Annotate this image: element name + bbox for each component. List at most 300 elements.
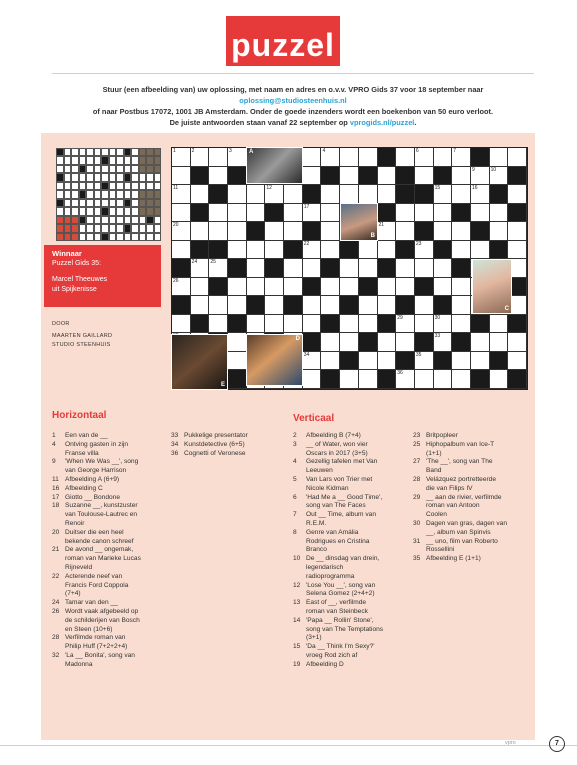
mini-cell [79,190,87,198]
mini-cell [71,199,79,207]
black-cell [415,278,434,297]
answer-cell[interactable] [247,185,266,204]
mini-cell [124,173,132,181]
cell-number: 35 [415,351,422,358]
clue-number: 4 [293,458,297,466]
mini-cell [124,224,132,232]
mini-cell [131,182,139,190]
cell-number: 15 [434,185,441,192]
answer-cell[interactable] [303,352,322,371]
answer-cell[interactable] [209,204,228,223]
mini-cell [146,182,154,190]
black-cell [340,296,359,315]
answer-cell[interactable] [396,259,415,278]
clue [293,494,411,512]
black-cell [452,259,471,278]
instructions-line3: De juiste antwoorden staan vanaf 22 september op [169,118,350,127]
answer-cell[interactable] [172,185,191,204]
cell-number: 20 [173,222,179,229]
answer-cell[interactable] [284,259,303,278]
answer-cell[interactable] [508,148,527,167]
clue-number: 30 [413,519,421,527]
mini-cell [116,148,124,156]
mini-cell [154,216,162,224]
answer-cell[interactable] [471,204,490,223]
clue-text: Gezellig tafelen met Van Leeuwen [306,458,378,475]
mini-cell [86,190,94,198]
mini-cell [131,233,139,241]
answer-cell[interactable] [452,148,471,167]
mini-cell [56,224,64,232]
clue-text: Ontving gasten in zijn Franse villa [65,440,129,457]
black-cell [508,167,527,186]
answer-cell[interactable] [284,315,303,334]
black-cell [378,204,397,223]
mini-cell [109,224,117,232]
answer-cell[interactable] [172,167,191,186]
answer-cell[interactable] [191,148,210,167]
cell-number: 24 [191,259,198,266]
mini-cell [109,190,117,198]
clue [413,432,531,441]
answer-cell[interactable] [359,185,378,204]
answer-cell[interactable] [434,278,453,297]
mini-cell [64,190,72,198]
answer-cell[interactable] [471,185,490,204]
black-cell [378,370,397,389]
black-cell [471,148,490,167]
mini-cell [124,148,132,156]
winner-name: Marcel Theeuwes [52,276,108,283]
answer-cell[interactable] [415,204,434,223]
answer-cell[interactable] [396,204,415,223]
answer-cell[interactable] [359,315,378,334]
clue-number: 29 [413,493,421,501]
answer-cell[interactable] [340,278,359,297]
answers-link[interactable]: vprogids.nl/puzzel [349,118,415,127]
mini-cell [131,156,139,164]
answer-cell[interactable] [191,222,210,241]
answer-cell[interactable] [228,148,247,167]
answer-cell[interactable] [172,315,191,334]
black-cell [490,185,509,204]
clue [52,608,170,634]
answer-cell[interactable] [490,222,509,241]
answer-cell[interactable] [303,315,322,334]
mini-cell [71,156,79,164]
answer-cell[interactable] [265,296,284,315]
answer-cell[interactable] [434,315,453,334]
mini-cell [79,216,87,224]
answer-cell[interactable] [452,315,471,334]
answer-cell[interactable] [265,315,284,334]
black-cell [508,370,527,389]
cell-number: 25 [210,259,216,266]
mini-cell [124,233,132,241]
answer-cell[interactable] [434,204,453,223]
clue [293,529,411,555]
answer-cell[interactable] [321,185,340,204]
clue-number: 35 [413,555,421,563]
answer-cell[interactable] [265,222,284,241]
answer-cell[interactable] [471,241,490,260]
mini-cell [56,173,64,181]
mini-cell [56,156,64,164]
cell-number: 11 [173,185,179,192]
answer-cell[interactable] [434,370,453,389]
mini-cell [146,216,154,224]
photo-label-d: D [295,336,300,342]
clue-text: Tamar van den __ [65,599,118,607]
answer-cell[interactable] [452,370,471,389]
mini-cell [109,165,117,173]
answer-cell[interactable] [228,241,247,260]
clue-number: 19 [293,660,301,668]
answer-cell[interactable] [359,259,378,278]
answer-cell[interactable] [359,241,378,260]
answer-cell[interactable] [415,296,434,315]
mini-cell [71,182,79,190]
answer-cell[interactable] [321,333,340,352]
answer-cell[interactable] [359,370,378,389]
answer-cell[interactable] [191,296,210,315]
mini-cell [86,199,94,207]
page-number: 7 [549,736,565,752]
black-cell [209,278,228,297]
answer-cell[interactable] [508,222,527,241]
answer-cell[interactable] [209,167,228,186]
answer-cell[interactable] [508,333,527,352]
answer-cell[interactable] [209,259,228,278]
clue [52,485,170,494]
answer-cell[interactable] [340,167,359,186]
mini-cell [56,148,64,156]
mini-cell [146,233,154,241]
clue [293,432,411,441]
clue-number: 15 [293,643,301,651]
mini-cell [101,148,109,156]
clue [52,652,170,670]
answer-cell[interactable] [303,259,322,278]
answer-cell[interactable] [415,167,434,186]
mini-cell [109,182,117,190]
black-cell [172,296,191,315]
mini-cell [139,199,147,207]
answer-cell[interactable] [396,278,415,297]
answer-cell[interactable] [378,222,397,241]
answer-cell[interactable] [452,278,471,297]
answer-cell[interactable] [378,278,397,297]
answer-cell[interactable] [284,204,303,223]
answer-cell[interactable] [265,185,284,204]
answer-cell[interactable] [247,278,266,297]
answer-cell[interactable] [321,241,340,260]
clue-number: 5 [293,475,297,483]
answer-cell[interactable] [340,315,359,334]
credits-author: MAARTEN GAILLARD [52,333,113,339]
mini-cell [146,148,154,156]
black-cell [284,241,303,260]
answer-cell[interactable] [265,241,284,260]
clue-number: 12 [293,581,301,589]
black-cell [303,185,322,204]
answer-cell[interactable] [228,222,247,241]
answer-cell[interactable] [321,148,340,167]
mini-cell [139,233,147,241]
answer-cell[interactable] [415,315,434,334]
clue-number: 24 [52,599,60,607]
clue-number: 23 [413,432,421,439]
mini-cell [109,216,117,224]
answer-cell[interactable] [228,185,247,204]
cell-number: 34 [303,351,310,358]
answer-cell[interactable] [434,185,453,204]
answer-cell[interactable] [396,222,415,241]
clue-number: 2 [293,432,297,439]
mini-cell [64,199,72,207]
black-cell [321,370,340,389]
answer-cell[interactable] [340,185,359,204]
answer-cell[interactable] [209,296,228,315]
answer-cell[interactable] [172,204,191,223]
photo-d [246,334,303,386]
answer-cell[interactable] [228,204,247,223]
clue-text: 'Lose You __', song van Selena Gomez (2+4+2) [306,581,376,598]
mini-cell [94,199,102,207]
answer-cell[interactable] [284,278,303,297]
answer-cell[interactable] [340,148,359,167]
answer-cell[interactable] [434,259,453,278]
answer-cell[interactable] [340,370,359,389]
mini-cell [64,156,72,164]
answer-cell[interactable] [228,278,247,297]
mini-cell [116,182,124,190]
answer-cell[interactable] [415,259,434,278]
black-cell [396,185,415,204]
answer-cell[interactable] [303,167,322,186]
answer-cell[interactable] [508,352,527,371]
mini-cell [154,156,162,164]
clue-text: Cognetti of Veronese [184,449,246,457]
mini-cell [94,216,102,224]
clue-text: De __ dinsdag van drein, legendarisch radioprogramma [306,555,380,580]
black-cell [303,278,322,297]
clue-text: __ of Water, won vier Oscars in 2017 (3+5) [306,440,368,457]
clue-text: Genre van Amália Rodrigues en Cristina Branco [306,528,370,554]
black-cell [321,259,340,278]
mini-cell [71,233,79,241]
answer-cell[interactable] [191,278,210,297]
answer-cell[interactable] [321,204,340,223]
answer-cell[interactable] [452,222,471,241]
mini-cell [154,224,162,232]
mini-cell [124,156,132,164]
clue [171,450,281,459]
clue-text: Velázquez portretteerde die van Filips IV [426,475,497,492]
black-cell [508,204,527,223]
answer-cell[interactable] [303,370,322,389]
mini-cell [146,190,154,198]
answer-cell[interactable] [378,333,397,352]
answer-cell[interactable] [303,241,322,260]
answer-cell[interactable] [434,333,453,352]
answer-cell[interactable] [378,352,397,371]
answer-cell[interactable] [415,241,434,260]
mini-cell [94,224,102,232]
clue-text: __ aan de rivier, verfilmde roman van Antoon Coolen [426,493,502,519]
answer-cell[interactable] [228,296,247,315]
answer-cell[interactable] [228,333,247,352]
answer-cell[interactable] [172,241,191,260]
clue [293,476,411,494]
black-cell [172,259,191,278]
clue-number: 18 [52,502,60,510]
answer-cell[interactable] [359,352,378,371]
clue-text: Van Lars von Trier met Nicole Kidman [306,475,373,492]
answer-cell[interactable] [452,167,471,186]
mini-cell [131,199,139,207]
clue [413,494,531,520]
photo-b [340,203,378,241]
clue-number: 13 [293,599,301,607]
email-link[interactable]: oplossing@studiosteenhuis.nl [239,96,347,105]
clue-text: Hiphopalbum van Ice-T (1+1) [426,440,495,457]
answer-cell[interactable] [508,241,527,260]
answer-cell[interactable] [321,222,340,241]
mini-cell [131,216,139,224]
black-cell [378,148,397,167]
cell-number: 2 [191,148,195,154]
winner-title: Winnaar [52,249,82,258]
clue-number: 7 [293,511,297,519]
answer-cell[interactable] [490,370,509,389]
answer-cell[interactable] [172,148,191,167]
answer-cell[interactable] [396,333,415,352]
clue-text: Kunstdetective (6+5) [184,440,245,448]
horizontaal-clues-col1 [52,432,170,670]
mini-cell [101,173,109,181]
answer-cell[interactable] [191,259,210,278]
answer-cell[interactable] [378,241,397,260]
black-cell [340,241,359,260]
answer-cell[interactable] [396,370,415,389]
answer-cell[interactable] [415,352,434,371]
cell-number: 30 [434,314,441,321]
mini-cell [124,199,132,207]
mini-cell [64,207,72,215]
answer-cell[interactable] [209,148,228,167]
mini-cell [116,233,124,241]
mini-cell [139,148,147,156]
clue-text: Suzanne __, kunstzuster van Toulouse-Lautrec en Renoir [65,502,138,527]
black-cell [247,296,266,315]
mini-cell [86,148,94,156]
black-cell [191,204,210,223]
clue-text: Verfilmde roman van Philip Huff (7+2+2+4) [65,634,128,651]
answer-cell[interactable] [209,222,228,241]
answer-cell[interactable] [378,296,397,315]
black-cell [265,259,284,278]
black-cell [434,241,453,260]
answer-cell[interactable] [191,185,210,204]
answer-cell[interactable] [172,278,191,297]
answer-cell[interactable] [452,185,471,204]
answer-cell[interactable] [284,222,303,241]
answer-cell[interactable] [359,148,378,167]
answer-cell[interactable] [284,185,303,204]
answer-cell[interactable] [247,259,266,278]
answer-cell[interactable] [303,148,322,167]
mini-cell [124,207,132,215]
answer-cell[interactable] [415,370,434,389]
black-cell [209,241,228,260]
answer-cell[interactable] [471,167,490,186]
answer-cell[interactable] [452,241,471,260]
clue-text: Afbeelding B (7+4) [306,432,361,439]
clue-text: Afbeelding A (6+9) [65,475,120,483]
answer-cell[interactable] [247,241,266,260]
clue-number: 26 [52,607,60,615]
answer-cell[interactable] [490,204,509,223]
answer-cell[interactable] [490,167,509,186]
answer-cell[interactable] [228,352,247,371]
answer-cell[interactable] [396,315,415,334]
answer-cell[interactable] [172,222,191,241]
answer-cell[interactable] [340,259,359,278]
answer-cell[interactable] [378,167,397,186]
answer-cell[interactable] [359,296,378,315]
answer-cell[interactable] [396,148,415,167]
answer-cell[interactable] [247,204,266,223]
answer-cell[interactable] [508,185,527,204]
answer-cell[interactable] [265,278,284,297]
answer-cell[interactable] [209,315,228,334]
answer-cell[interactable] [321,296,340,315]
mini-cell [116,173,124,181]
answer-cell[interactable] [321,352,340,371]
answer-cell[interactable] [303,204,322,223]
clue [52,458,170,476]
black-cell [471,370,490,389]
answer-cell[interactable] [247,315,266,334]
answer-cell[interactable] [490,148,509,167]
answer-cell[interactable] [490,315,509,334]
answer-cell[interactable] [415,148,434,167]
clue-number: 22 [52,572,60,580]
black-cell [415,185,434,204]
black-cell [415,333,434,352]
answer-cell[interactable] [452,296,471,315]
answer-cell[interactable] [321,278,340,297]
clue-number: 36 [171,449,179,457]
answer-cell[interactable] [490,333,509,352]
answer-cell[interactable] [340,333,359,352]
clue-number: 3 [293,440,297,448]
cell-number: 17 [303,203,310,210]
clue-text: Afbeelding C [65,484,103,492]
answer-cell[interactable] [378,185,397,204]
answer-cell[interactable] [434,148,453,167]
answer-cell[interactable] [471,333,490,352]
mini-cell [101,199,109,207]
answer-cell[interactable] [471,352,490,371]
mini-cell [64,148,72,156]
clue-text: 'Had Me a __ Good Time', song van The Faces [306,493,383,510]
answer-cell[interactable] [452,352,471,371]
answer-cell[interactable] [303,296,322,315]
answer-cell[interactable] [434,222,453,241]
clue-number: 4 [52,440,56,448]
